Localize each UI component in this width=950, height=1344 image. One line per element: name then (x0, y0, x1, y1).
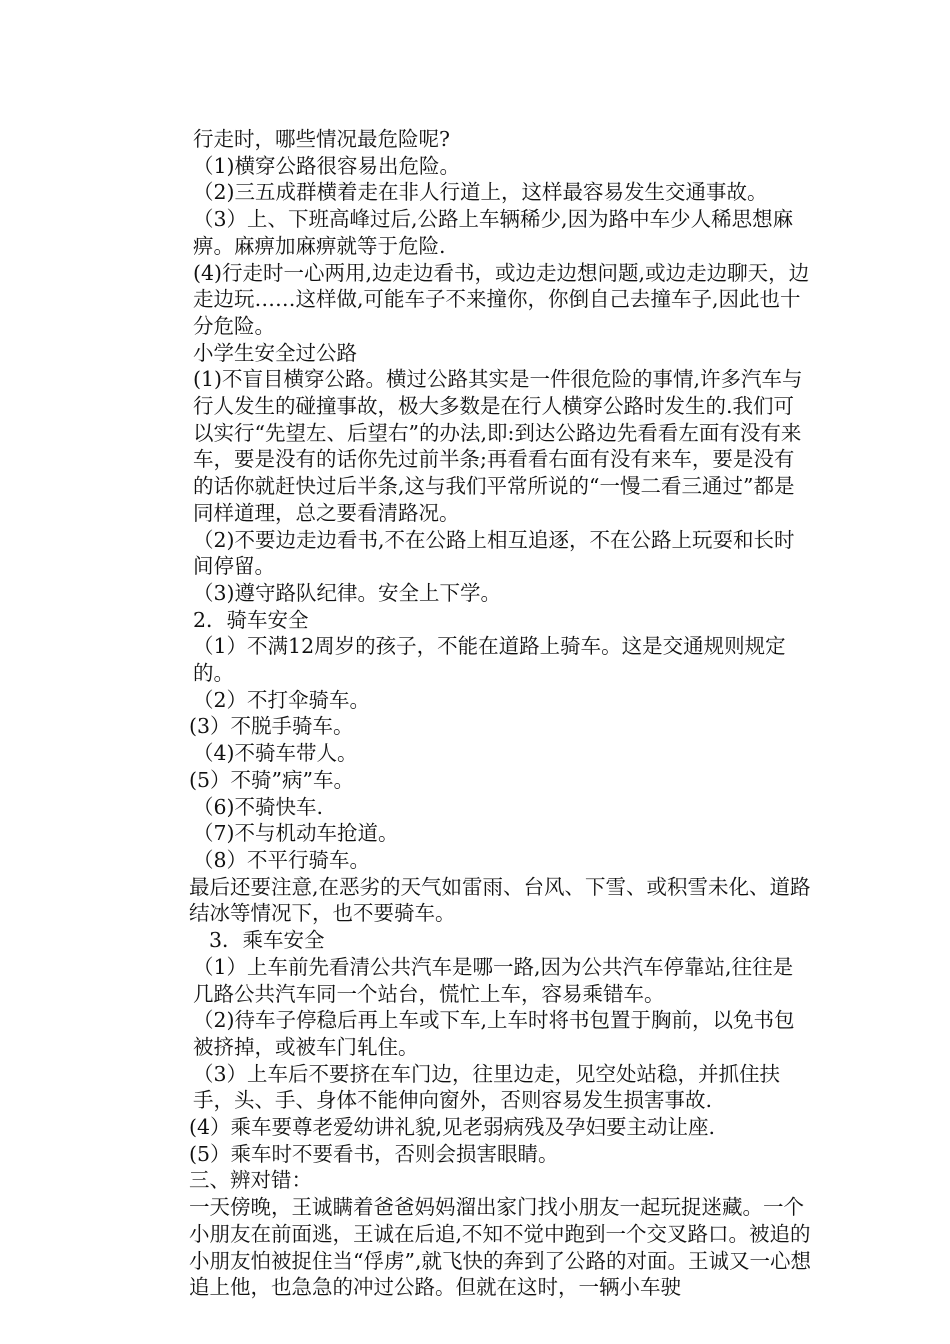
list-item: (4)行走时一心两用,边走边看书，或边走边想问题,或边走边聊天，边走边玩……这样做,可能车子不来撞你，你倒自己去撞车子,因此也十分危险。 (193, 260, 810, 338)
paragraph: 一天傍晚，王诚瞒着爸爸妈妈溜出家门找小朋友一起玩捉迷藏。一个小朋友在前面逃，王诚在后追,不知不觉中跑到一个交叉路口。被追的小朋友怕被捉住当“俘虏”,就飞快的奔到了公路的对面。王诚又一心想追上他，也急急的冲过公路。但就在这时，一辆小车驶 (189, 1195, 811, 1300)
section-heading: 小学生安全过公路 (193, 340, 357, 365)
list-item: （3）上、下班高峰过后,公路上车辆稀少,因为路中车少人稀思想麻痹。麻痹加麻痹就等于危险. (193, 207, 794, 258)
list-item: (1)不盲目横穿公路。横过公路其实是一件很危险的事情,许多汽车与行人发生的碰撞事故，极大多数是在行人横穿公路时发生的.我们可以实行“先望左、后望右”的办法,即:到达公路边先看看左面有没有来车，要是没有的话你先过前半条;再看看右面有没有来车，要是没有的话你就赶快过后半条,这与我们平常所说的“一慢二看三通过”都是同样道理，总之要看清路况。 (193, 367, 803, 525)
list-item: （1）上车前先看清公共汽车是哪一路,因为公共汽车停靠站,往往是几路公共汽车同一个站台，慌忙上车，容易乘错车。 (193, 954, 794, 1006)
section-heading: 2．骑车安全 (193, 607, 309, 632)
list-item: （1)横穿公路很容易出危险。 (193, 153, 461, 178)
list-item: （3）上车后不要挤在车门边，往里边走，见空处站稳，并抓住扶手，头、手、身体不能伸向窗外，否则容易发生损害事故. (193, 1061, 781, 1113)
list-item: （2)不要边走边看书,不在公路上相互追逐，不在公路上玩耍和长时间停留。 (193, 527, 795, 579)
list-item: (5）乘车时不要看书，否则会损害眼睛。 (189, 1141, 559, 1166)
list-item: （7)不与机动车抢道。 (193, 821, 399, 846)
list-item: (5）不骑”病”车。 (189, 767, 355, 792)
section-heading: 三、辨对错： (189, 1168, 312, 1193)
paragraph: 最后还要注意,在恶劣的天气如雷雨、台风、下雪、或积雪未化、道路结冰等情况下，也不要骑车。 (189, 874, 811, 926)
list-item: （1）不满12周岁的孩子，不能在道路上骑车。这是交通规则规定的。 (193, 634, 786, 686)
list-item: （2)待车子停稳后再上车或下车,上车时将书包置于胸前，以免书包被挤掉，或被车门轧住。 (193, 1008, 795, 1059)
list-item: （4)不骑车带人。 (193, 741, 358, 766)
list-item: （2）不打伞骑车。 (193, 687, 371, 712)
list-item: （3)遵守路队纪律。安全上下学。 (193, 580, 502, 605)
list-item: （2)三五成群横着走在非人行道上，这样最容易发生交通事故。 (193, 180, 768, 205)
list-item: (4）乘车要尊老爱幼讲礼貌,见老弱病残及孕妇要主动让座. (189, 1115, 716, 1140)
list-item: （8）不平行骑车。 (193, 847, 371, 872)
list-item: （6)不骑快车. (193, 794, 324, 819)
section-heading: 3．乘车安全 (209, 928, 325, 953)
document-body (143, 126, 811, 1301)
paragraph: 行走时，哪些情况最危险呢? (193, 127, 450, 151)
list-item: (3）不脱手骑车。 (189, 714, 354, 739)
